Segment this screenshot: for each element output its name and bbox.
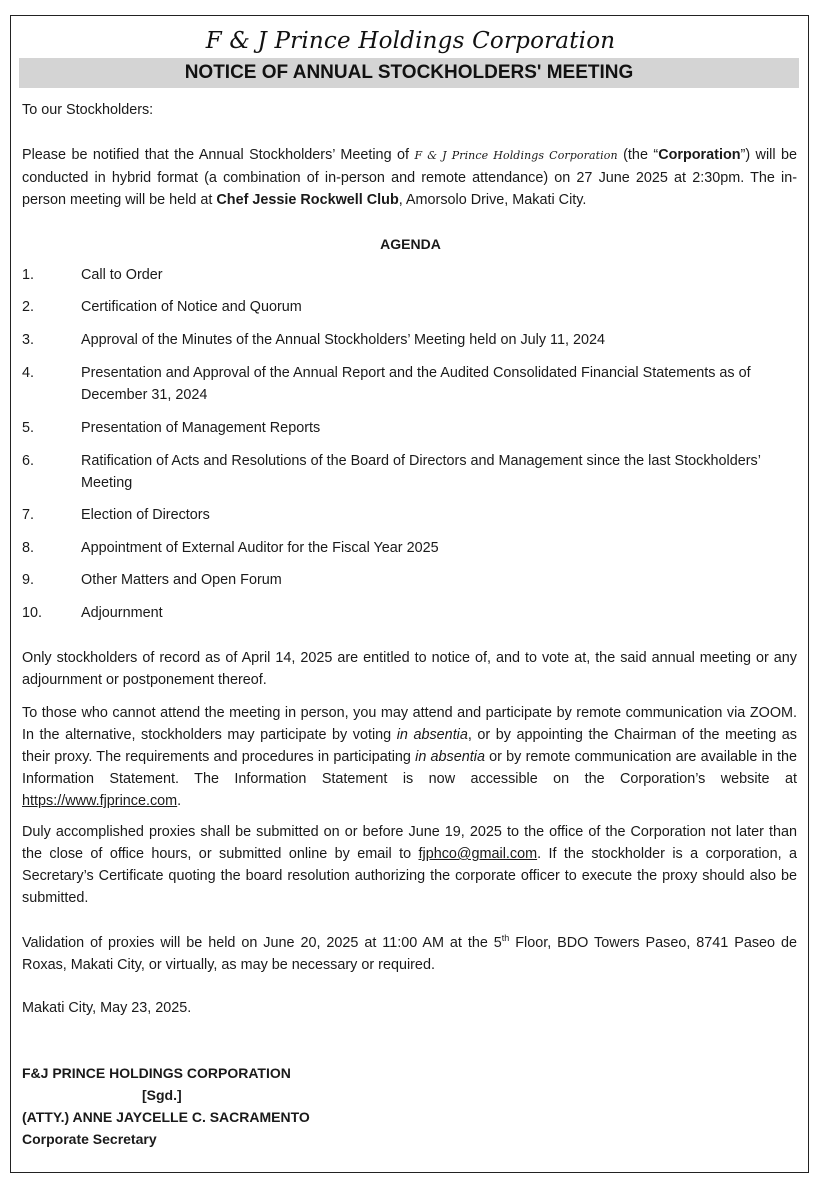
- agenda-item-text: Presentation of Management Reports: [81, 420, 321, 436]
- agenda-item-number: 10.: [22, 605, 43, 621]
- agenda-item-text: Appointment of External Auditor for the Fiscal Year 2025: [81, 540, 439, 556]
- agenda-item-number: 7.: [22, 507, 35, 523]
- signed-mark: [Sgd.]: [142, 1087, 182, 1103]
- agenda-item-number: 9.: [22, 572, 35, 588]
- salutation: To our Stockholders:: [22, 102, 154, 118]
- email-link[interactable]: fjphco@gmail.com: [418, 846, 538, 862]
- agenda-item-number: 3.: [22, 332, 35, 348]
- agenda-item-text: Call to Order: [81, 267, 163, 283]
- agenda-heading: AGENDA: [380, 236, 441, 252]
- agenda-item-number: 1.: [22, 267, 35, 283]
- company-title: F & J Prince Holdings Corporation: [205, 28, 616, 54]
- agenda-item-text: Ratification of Acts and Resolutions of the Board of Directors and Management since the last Stockholders’ Meeting: [81, 453, 761, 491]
- inline-company-name: F & J Prince Holdings Corporation: [414, 149, 618, 162]
- agenda-item-number: 5.: [22, 420, 35, 436]
- corporation-term: Corporation: [658, 147, 741, 163]
- agenda-item-text: Presentation and Approval of the Annual Report and the Audited Consolidated Financial Statements as of December 31, 2024: [81, 365, 751, 403]
- agenda-item-text: Approval of the Minutes of the Annual Stockholders’ Meeting held on July 11, 2024: [81, 332, 605, 348]
- venue-name: Chef Jessie Rockwell Club: [216, 192, 399, 208]
- place-and-date: Makati City, May 23, 2025.: [22, 1000, 192, 1016]
- agenda-item-text: Other Matters and Open Forum: [81, 572, 282, 588]
- record-date-paragraph: Only stockholders of record as of April 14, 2025 are entitled to notice of, and to vote at, the said annual meeting or any adjournment or postponement thereof.: [22, 650, 797, 688]
- website-link[interactable]: https://www.fjprince.com: [22, 793, 178, 809]
- signatory-title: Corporate Secretary: [22, 1131, 157, 1147]
- notice-title: NOTICE OF ANNUAL STOCKHOLDERS' MEETING: [184, 62, 634, 83]
- agenda-item-number: 4.: [22, 365, 35, 381]
- signatory-name: (ATTY.) ANNE JAYCELLE C. SACRAMENTO: [22, 1109, 310, 1125]
- agenda-item-text: Certification of Notice and Quorum: [81, 299, 302, 315]
- proxy-paragraph: Duly accomplished proxies shall be submitted on or before June 19, 2025 to the office of the Corporation not later than the close of office hours, or submitted online by email to fjphco@gmail.com. If the stockholder is a corporation, a Secretary’s Certificate quoting the board resolution authorizing the corporate officer to execute the proxy should also be submitted.: [22, 824, 797, 906]
- remote-participation-paragraph: To those who cannot attend the meeting in person, you may attend and participate by remote communication via ZOOM. In the alternative, stockholders may participate by voting in absentia, or by appointing the Chairman of the meeting as their proxy. The requirements and procedures in participating in absentia or by remote communication are available in the Information Statement. The Information Statement is now accessible on the Corporation’s website at https://www.fjprince.com.: [22, 705, 798, 809]
- agenda-item-number: 8.: [22, 540, 35, 556]
- signatory-company: F&J PRINCE HOLDINGS CORPORATION: [22, 1065, 291, 1081]
- intro-paragraph: Please be notified that the Annual Stockholders’ Meeting of F & J Prince Holdings Corporation (the “Corporation”) will be conducted in hybrid format (a combination of in-person and remote attendance) on 27 June 2025 at 2:30pm. The in-person meeting will be held at Chef Jessie Rockwell Club, Amorsolo Drive, Makati City.: [22, 147, 797, 208]
- agenda-item-text: Adjournment: [81, 605, 163, 621]
- agenda-item-number: 6.: [22, 453, 35, 469]
- agenda-item-number: 2.: [22, 299, 35, 315]
- validation-paragraph: Validation of proxies will be held on June 20, 2025 at 11:00 AM at the 5th Floor, BDO Towers Paseo, 8741 Paseo de Roxas, Makati City, or virtually, as may be necessary or required.: [22, 933, 797, 973]
- agenda-item-text: Election of Directors: [81, 507, 210, 523]
